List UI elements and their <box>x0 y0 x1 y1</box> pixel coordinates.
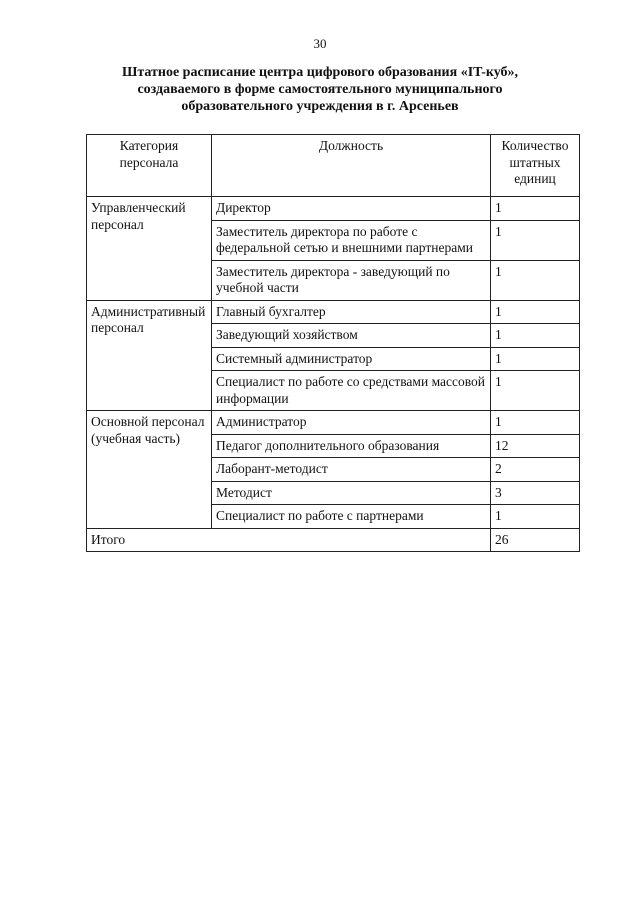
position-cell: Заместитель директора по работе с федеральной сетью и внешними партнерами <box>212 220 491 260</box>
table-header-row <box>87 135 580 197</box>
title-line-1: Штатное расписание центра цифрового образования «IT-куб», <box>121 65 519 80</box>
category-cell: Основной персонал (учебная часть) <box>87 411 212 529</box>
position-cell: Заместитель директора - заведующий по учебной части <box>212 260 491 300</box>
position-cell: Директор <box>212 197 491 221</box>
count-cell: 12 <box>491 434 580 458</box>
count-cell: 1 <box>491 300 580 324</box>
total-label: Итого <box>87 528 491 552</box>
count-cell: 1 <box>491 260 580 300</box>
category-cell: Административный персонал <box>87 300 212 411</box>
count-cell: 1 <box>491 324 580 348</box>
total-count: 26 <box>491 528 580 552</box>
count-cell: 1 <box>491 371 580 411</box>
table-row <box>87 197 580 221</box>
count-cell: 1 <box>491 347 580 371</box>
title-line-3: образовательного учреждения в г. Арсеньев <box>181 99 459 114</box>
table-row <box>87 300 580 324</box>
position-cell: Специалист по работе с партнерами <box>212 505 491 529</box>
position-cell: Методист <box>212 481 491 505</box>
count-cell: 3 <box>491 481 580 505</box>
position-cell: Администратор <box>212 411 491 435</box>
document-title <box>80 64 560 115</box>
count-cell: 1 <box>491 411 580 435</box>
position-cell: Специалист по работе со средствами массовой информации <box>212 371 491 411</box>
title-line-2: создаваемого в форме самостоятельного муниципального <box>137 82 503 97</box>
position-cell: Системный администратор <box>212 347 491 371</box>
count-cell: 1 <box>491 220 580 260</box>
header-position: Должность <box>212 135 491 197</box>
count-cell: 1 <box>491 197 580 221</box>
staffing-table <box>86 134 580 552</box>
table-row <box>87 411 580 435</box>
count-cell: 1 <box>491 505 580 529</box>
position-cell: Лаборант-методист <box>212 458 491 482</box>
category-cell: Управленческий персонал <box>87 197 212 301</box>
position-cell: Педагог дополнительного образования <box>212 434 491 458</box>
count-cell: 2 <box>491 458 580 482</box>
position-cell: Заведующий хозяйством <box>212 324 491 348</box>
header-count: Количество штатных единиц <box>491 135 580 197</box>
position-cell: Главный бухгалтер <box>212 300 491 324</box>
page-number: 30 <box>313 36 327 51</box>
total-row <box>87 528 580 552</box>
header-category: Категория персонала <box>87 135 212 197</box>
